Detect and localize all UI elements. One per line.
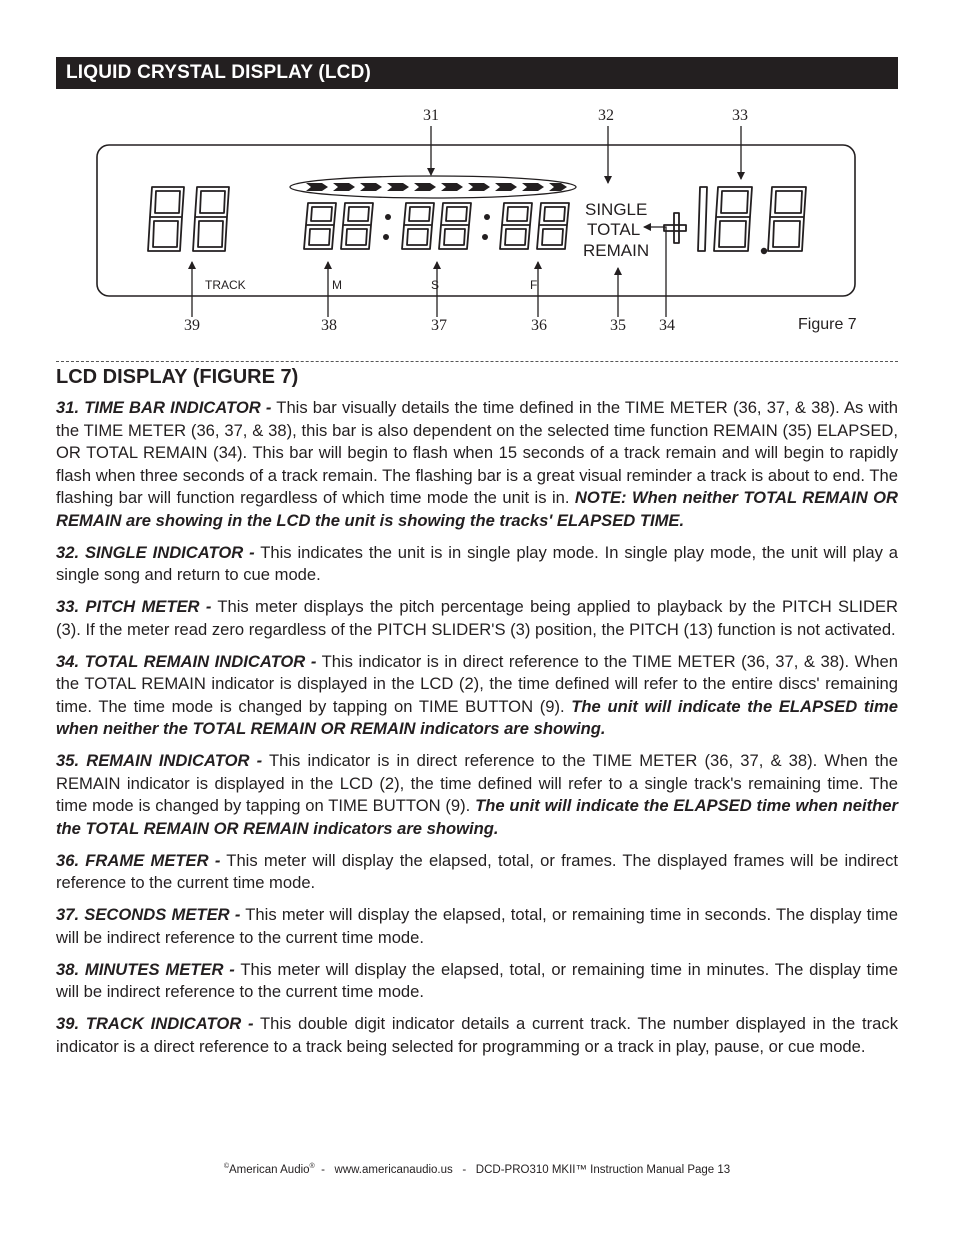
- time-bar-indicator: [290, 176, 576, 198]
- callout-35: 35: [610, 317, 626, 334]
- seconds-digits: [402, 203, 471, 249]
- callout-36: 36: [531, 317, 547, 334]
- item-note: NOTE: When neither TOTAL REMAIN OR REMAIN are showing in the LCD the unit is showing the tracks' ELAPSED TIME.: [56, 488, 899, 530]
- frames-label: F: [530, 278, 538, 292]
- registered-symbol: ®: [309, 1163, 315, 1170]
- item-term: 37. SECONDS METER -: [56, 905, 241, 924]
- track-label: TRACK: [205, 278, 246, 292]
- item-33: [56, 596, 898, 641]
- item-36: [56, 850, 898, 895]
- item-term: 34. TOTAL REMAIN INDICATOR -: [56, 651, 317, 671]
- minutes-digits: [304, 203, 373, 249]
- callout-31: 31: [423, 107, 439, 124]
- item-text: This meter will display the elapsed, total, or frames. The displayed frames will be indirect reference to the current time mode.: [56, 850, 898, 892]
- section-title: LCD DISPLAY (FIGURE 7): [56, 366, 299, 388]
- item-text: This meter will display the elapsed, total, or remaining time in minutes. The display time will be indirect reference to the current time mode.: [56, 959, 898, 1001]
- item-37: [56, 904, 898, 949]
- item-text: This bar visually details the time defined in the TIME METER (36, 37, & 38). As with the TIME METER (36, 37, & 38), this bar is also dependent on the selected time function REMAIN (35) ELAPSED, OR TOTAL REMAIN (34). This bar will begin to flash when 15 seconds of a track remain and will begin to rapidly flash when three seconds of a track remain. The flashing bar is a great visual reminder a track is about to end. The flashing bar will function regardless of which time mode the unit is in.: [56, 398, 898, 507]
- lcd-figure: [0, 95, 954, 355]
- item-32: [56, 542, 898, 587]
- item-text: This indicator is in direct reference to the TIME METER (36, 37, & 38). When the TOTAL REMAIN indicator is displayed in the LCD (2), the time defined will refer to the entire discs' remaining time. The time mode is changed by tapping on TIME BUTTON (9).: [56, 651, 898, 716]
- callout-38: 38: [321, 317, 337, 334]
- pitch-digits: [664, 187, 806, 251]
- item-text: This meter displays the pitch percentage being applied to playback by the PITCH SLIDER (3). If the meter read zero regardless of the PITCH SLIDER'S (3) position, the PITCH (13) function is not activated.: [56, 597, 898, 639]
- lcd-digits: [148, 187, 806, 251]
- item-text: This meter will display the elapsed, total, or remaining time in seconds. The display time will be indirect reference to the current time mode.: [56, 905, 898, 947]
- item-term: 32. SINGLE INDICATOR -: [56, 542, 255, 562]
- item-38: [56, 959, 898, 1004]
- single-indicator: SINGLE: [585, 200, 648, 219]
- item-note: The unit will indicate the ELAPSED time when neither the TOTAL REMAIN OR REMAIN indicators are showing.: [56, 696, 898, 738]
- total-indicator: TOTAL: [587, 220, 641, 239]
- callout-39: 39: [184, 317, 200, 334]
- seconds-label: S: [431, 278, 440, 292]
- item-35: [56, 750, 898, 840]
- item-term: 35. REMAIN INDICATOR -: [56, 751, 263, 770]
- remain-indicator: REMAIN: [583, 241, 650, 260]
- frames-digits: [500, 203, 569, 249]
- item-term: 39. TRACK INDICATOR -: [56, 1014, 254, 1033]
- copyright-symbol: ©: [223, 1163, 229, 1170]
- item-31: [56, 397, 898, 532]
- callout-34: 34: [659, 317, 675, 334]
- section-header-bar: [56, 57, 898, 89]
- indicator-descriptions: [56, 397, 898, 1068]
- item-term: 38. MINUTES METER -: [56, 959, 235, 979]
- section-divider: [56, 361, 898, 362]
- footer-text: - www.americanaudio.us - DCD-PRO310 MKII™ Instruction Manual Page 13: [314, 1163, 731, 1176]
- item-text: This double digit indicator details a current track. The number displayed in the track indicator is a direct reference to a track being selected for programming or a track in play, pause, or cue mode.: [56, 1014, 898, 1056]
- item-term: 33. PITCH METER -: [56, 597, 212, 616]
- item-term: 31. TIME BAR INDICATOR -: [56, 398, 272, 417]
- minutes-label: M: [332, 278, 342, 292]
- callout-33: 33: [732, 107, 748, 124]
- callout-32: 32: [598, 107, 614, 124]
- page-footer: [0, 1163, 954, 1176]
- track-digits: [148, 187, 229, 251]
- item-term: 36. FRAME METER -: [56, 850, 221, 870]
- item-34: [56, 651, 898, 741]
- item-text: This indicator is in direct reference to the TIME METER (36, 37, & 38). When the REMAIN indicator is displayed in the LCD (2), the time defined will refer to a single track's remaining time. The time mode is changed by tapping on TIME BUTTON (9).: [56, 751, 898, 815]
- footer-brand: American Audio: [229, 1163, 310, 1176]
- section-header-title: LIQUID CRYSTAL DISPLAY (LCD): [66, 62, 372, 83]
- item-39: [56, 1013, 898, 1058]
- item-text: This indicates the unit is in single play mode. In single play mode, the unit will play a single song and return to cue mode.: [56, 542, 898, 584]
- figure-caption: Figure 7: [798, 316, 857, 333]
- callout-37: 37: [431, 317, 447, 334]
- item-note: The unit will indicate the ELAPSED time when neither the TOTAL REMAIN OR REMAIN indicators are showing.: [56, 796, 898, 838]
